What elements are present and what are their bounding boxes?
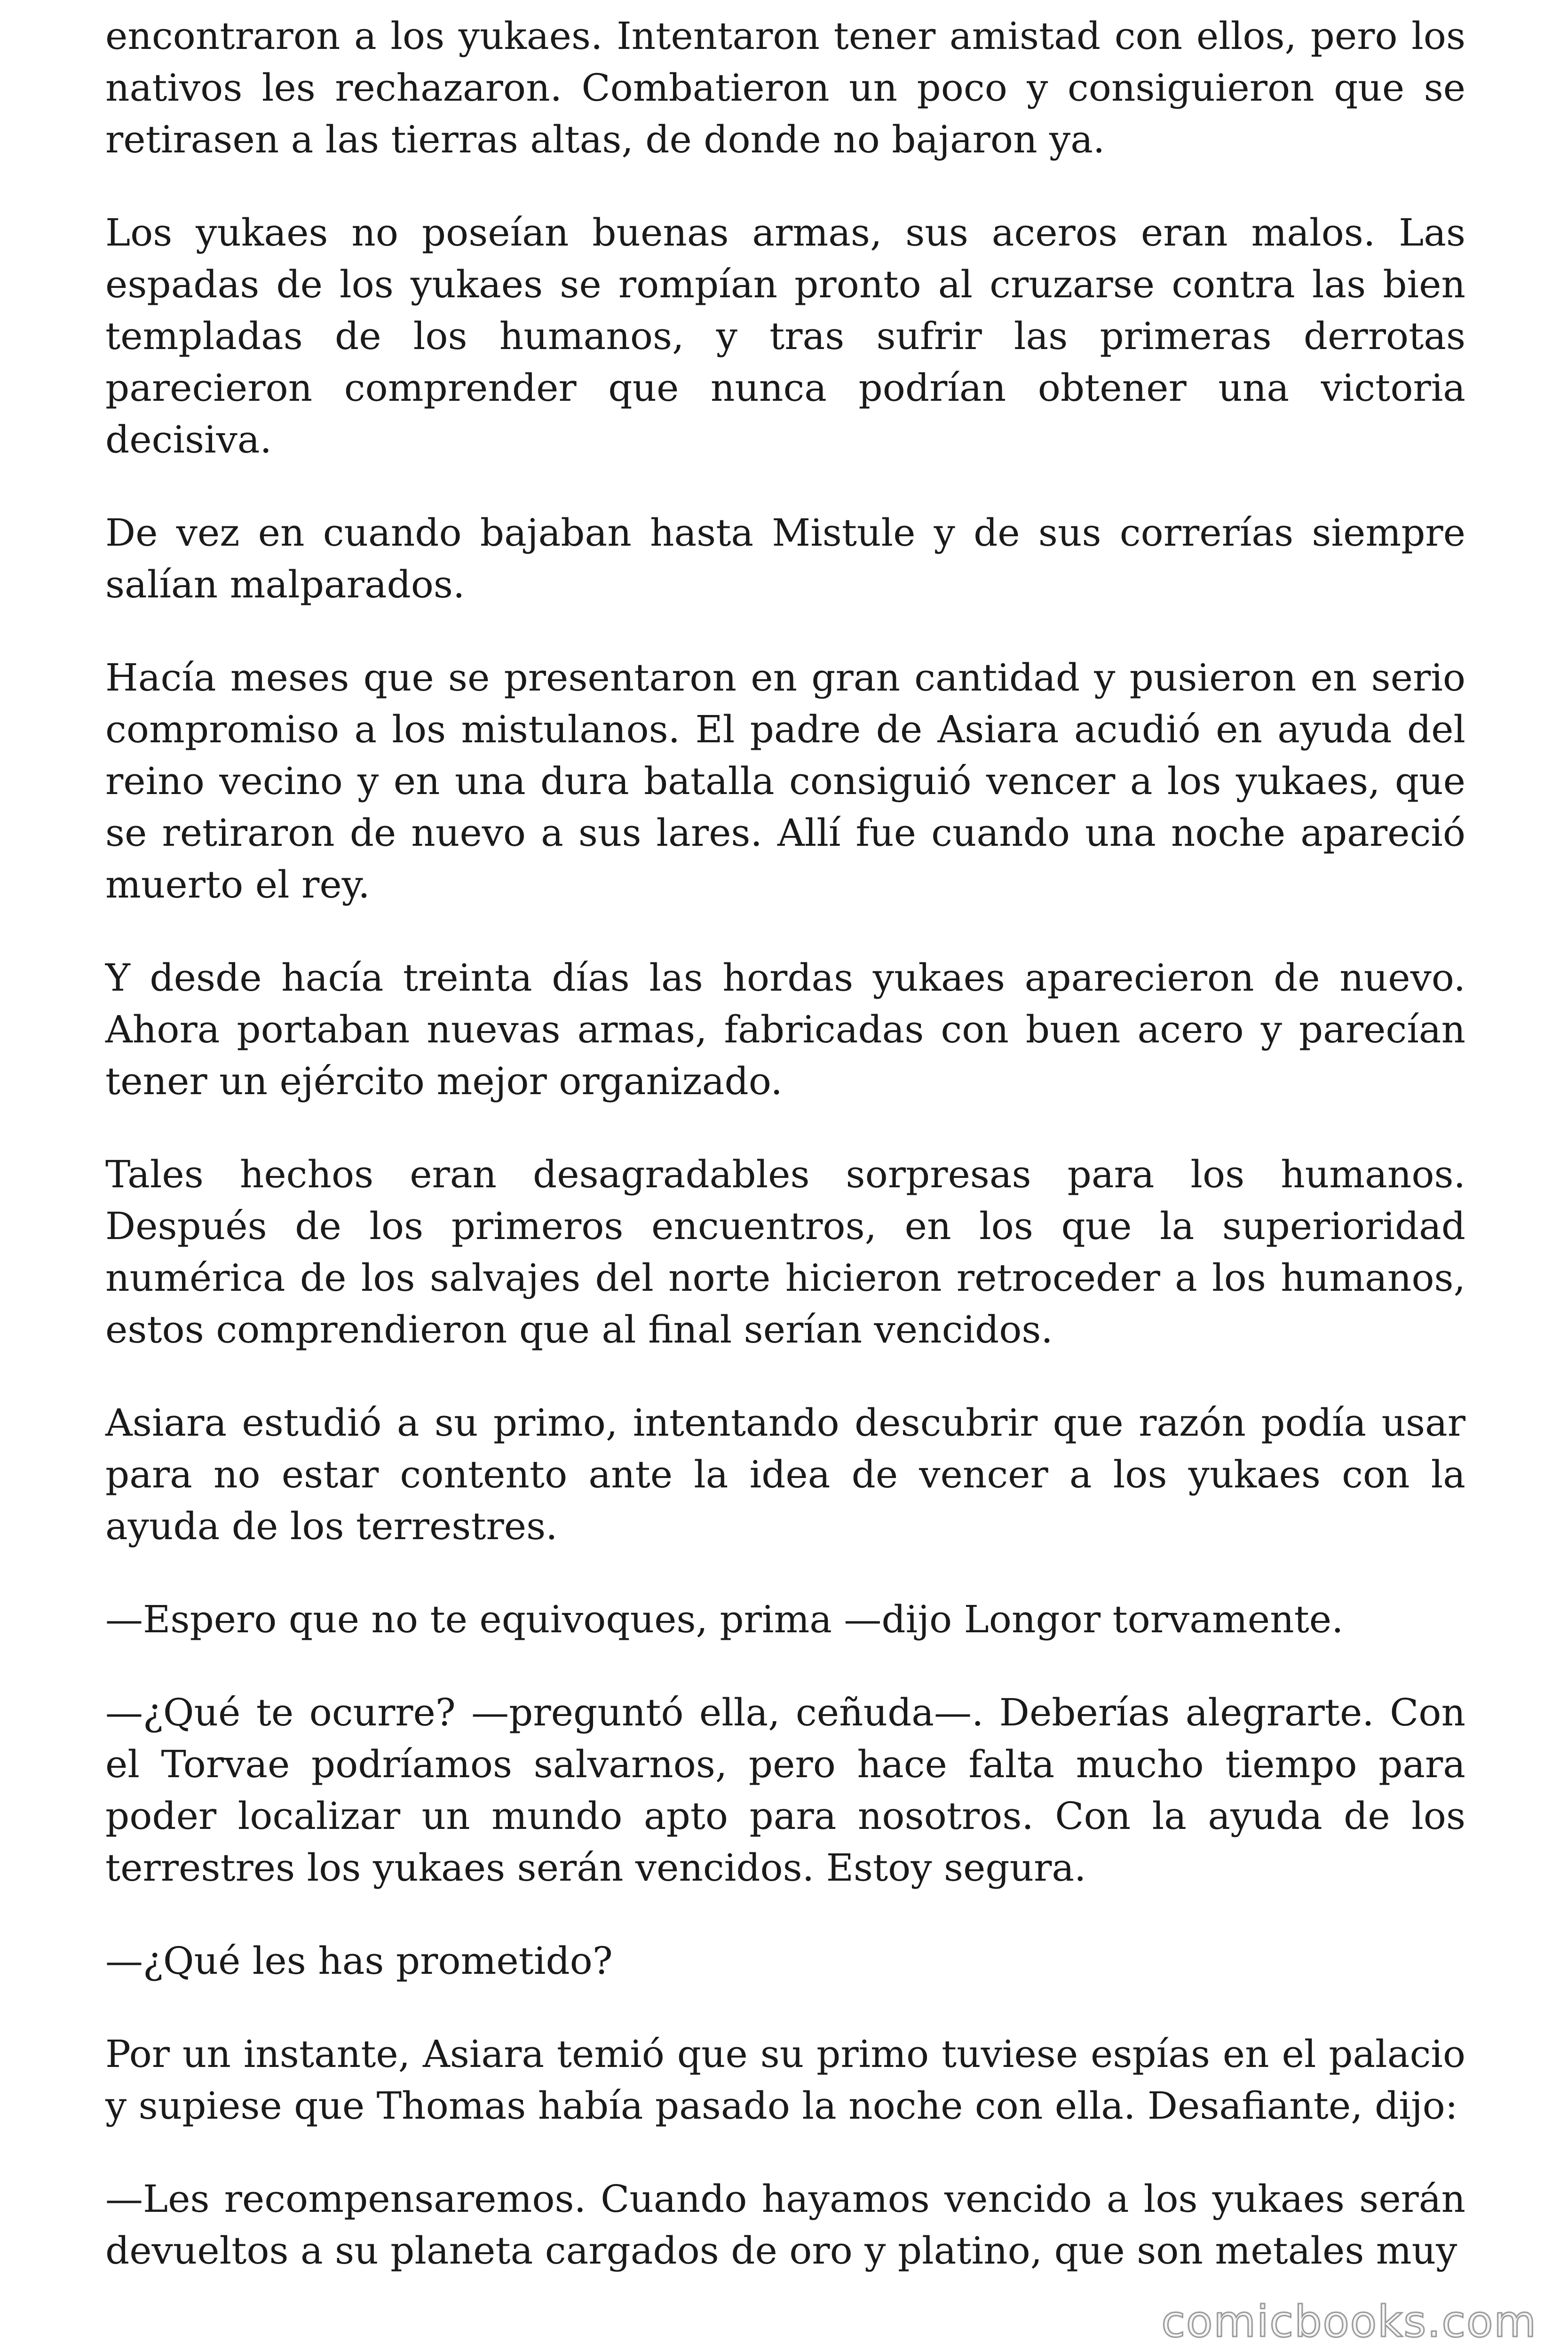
watermark-logo: comicbooks.com: [1161, 2296, 1537, 2347]
paragraph-8: —Espero que no te equivoques, prima —dijo Longor torvamente.: [105, 1597, 1344, 1641]
paragraph-11: Por un instante, Asiara temió que su primo tuviese espías en el palacio y supiese que Thomas había pasado la noche con ella. Desafiante, dijo:: [105, 2032, 1465, 2128]
paragraph-4: Hacía meses que se presentaron en gran cantidad y pusieron en serio compromiso a los mistulanos. El padre de Asiara acudió en ayuda del reino vecino y en una dura batalla consiguió vencer a los yukaes, que se retiraron de nuevo a sus lares. Allí fue cuando una noche apareció muerto el rey.: [105, 656, 1465, 906]
paragraph-1: encontraron a los yukaes. Intentaron tener amistad con ellos, pero los nativos les rechazaron. Combatieron un poco y consiguieron que se retirasen a las tierras altas, de donde no bajaron ya.: [105, 14, 1465, 161]
paragraph-5: Y desde hacía treinta días las hordas yukaes aparecieron de nuevo. Ahora portaban nuevas armas, fabricadas con buen acero y parecían tener un ejército mejor organizado.: [105, 956, 1465, 1103]
paragraph-10: —¿Qué les has prometido?: [105, 1939, 613, 1983]
paragraph-12: —Les recompensaremos. Cuando hayamos vencido a los yukaes serán devueltos a su planeta cargados de oro y platino, que son metales muy: [105, 2177, 1465, 2273]
paragraph-7: Asiara estudió a su primo, intentando descubrir que razón podía usar para no estar contento ante la idea de vencer a los yukaes con la ayuda de los terrestres.: [105, 1401, 1465, 1548]
paragraph-6: Tales hechos eran desagradables sorpresas para los humanos. Después de los primeros encuentros, en los que la superioridad numérica de los salvajes del norte hicieron retroceder a los humanos, estos comprendieron que al final serían vencidos.: [105, 1152, 1465, 1351]
paragraph-3: De vez en cuando bajaban hasta Mistule y de sus correrías siempre salían malparados.: [105, 511, 1465, 606]
paragraph-2: Los yukaes no poseían buenas armas, sus aceros eran malos. Las espadas de los yukaes se rompían pronto al cruzarse contra las bien templadas de los humanos, y tras sufrir las primeras derrotas parecieron comprender que nunca podrían obtener una victoria decisiva.: [105, 211, 1465, 461]
paragraph-9: —¿Qué te ocurre? —preguntó ella, ceñuda—. Deberías alegrarte. Con el Torvae podríamos salvarnos, pero hace falta mucho tiempo para poder localizar un mundo apto para nosotros. Con la ayuda de los terrestres los yukaes serán vencidos. Estoy segura.: [105, 1691, 1465, 1890]
